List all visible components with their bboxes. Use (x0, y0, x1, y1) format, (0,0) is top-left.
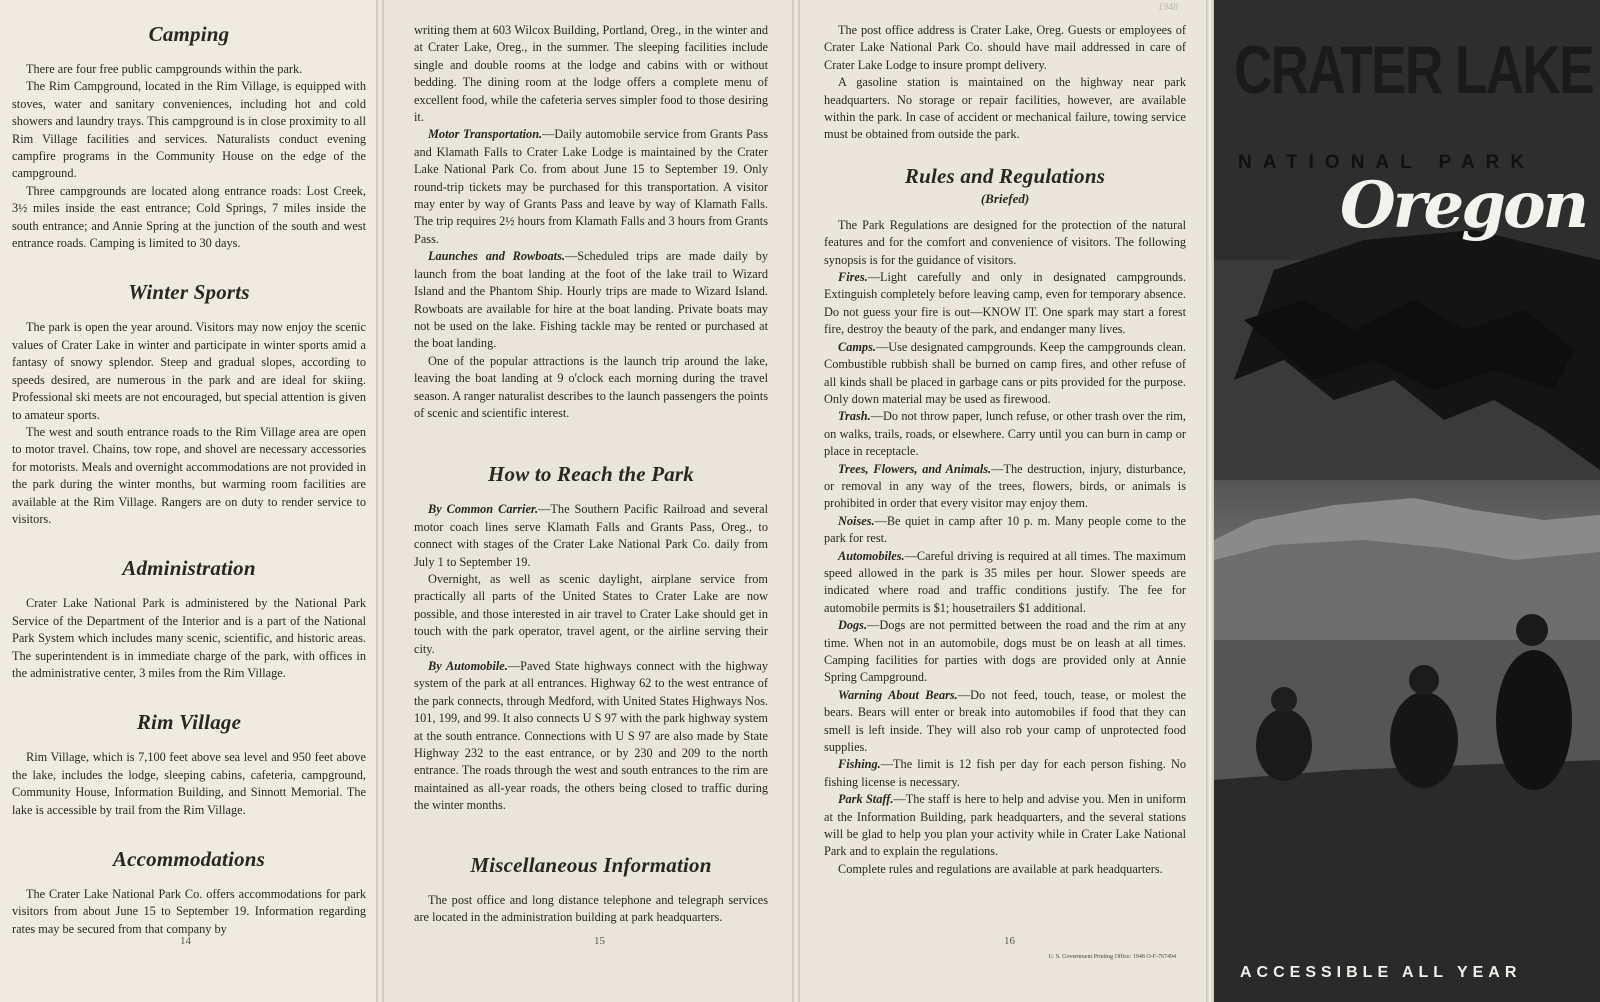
how-to-reach-heading: How to Reach the Park (487, 462, 695, 487)
camping-paragraph-3: Three campgrounds are located along entrance roads: Lost Creek, 3½ miles inside the east entrance; Cold Springs, 7 miles inside the south entrance; and Annie Spring at the junction of the south and west entrance roads. Camping is limited to 30 days. (12, 183, 366, 251)
accommodations-continued-paragraph: writing them at 603 Wilcox Building, Portland, Oreg., in the winter and at Crater Lake, Oreg., in the summer. The sleeping facilities include single and double rooms at the lodge and cabins with or without bedding. The dining room at the lodge offers a complete menu of excellent food, while the cafeteria serves simpler food to those desiring it. (414, 23, 768, 125)
trees-rule: Trees, Flowers, and Animals.—The destruction, injury, disturbance, or removal in any way of the trees, flowers, birds, or animals is prohibited in order that every visitor may enjoy them. (824, 461, 1186, 511)
camping-paragraph-2: The Rim Campground, located in the Rim Village, is equipped with stoves, water and sanitary conveniences, including hot and cold showers and laundry trays. This campground is in close proximity to all Rim Village facilities and services. Naturalists conduct evening campfire programs in the Community House on the edge of the campground. (12, 79, 366, 181)
winter-paragraph-1: The park is open the year around. Visitors may now enjoy the scenic values of Crater Lake in winter and participate in winter sports amid a fantasy of snowy splendor. Steep and gradual slopes, according to speeds desired, are numerous in the park and are ideal for skiing. Professional ski meets are not encouraged, but special attention is given to amateur sports. (12, 320, 366, 422)
cover-title: CRATER LAKE (1234, 32, 1594, 108)
camps-rule: Camps.—Use designated campgrounds. Keep the campgrounds clean. Combustible rubbish shall be burned on camp fires, and other refuse of all kinds shall be placed in garbage cans or pits provided for the purpose. Only down material may be used as firewood. (824, 339, 1186, 406)
camping-heading: Camping (148, 22, 230, 46)
cover-subtitle: NATIONAL PARK (1238, 152, 1536, 173)
cover-photograph (1214, 0, 1600, 1002)
accommodations-paragraph: The Crater Lake National Park Co. offers accommodations for park visitors from about June 15 to September 19. Information regarding rates may be secured from that company by (12, 887, 366, 936)
page-16 (800, 0, 1208, 1002)
fold-crease (376, 0, 384, 1002)
bears-rule: Warning About Bears.—Do not feed, touch, tease, or molest the bears. Bears will enter or break into automobiles if food that they can smell is left inside. They will also rob your camp of unprotected food supplies. (824, 687, 1186, 755)
launches-paragraph: Launches and Rowboats.—Scheduled trips are made daily by launch from the boat landing at the foot of the lake trail to Wizard Island and the Phantom Ship. Hourly trips are made to Wizard Island. Rowboats are available for hire at the boat landing. Private boats may not be used on the lake. Fishing tackle may be rented or purchased at the boat landing. (414, 249, 769, 351)
cover-panel (1214, 0, 1600, 1002)
rules-heading: Rules and Regulations (904, 163, 1106, 188)
air-service-paragraph: Overnight, as well as scenic daylight, airplane service from practically all parts of the United States to Crater Lake are now possible, and those interested in air travel to Crater Lake should get in touch with the park operator, travel agent, or the airline serving their city. (414, 571, 768, 656)
cover-footer: ACCESSIBLE ALL YEAR (1240, 964, 1522, 981)
cover-script-title: Oregon (1340, 168, 1587, 243)
rules-subheading: (Briefed) (980, 190, 1030, 206)
launch-trip-paragraph: One of the popular attractions is the launch trip around the lake, leaving the boat landing at 9 o'clock each morning during the travel season. A ranger naturalist describes to the launch passengers the points of scenic and scientific interest. (414, 353, 768, 420)
miscellaneous-paragraph: The post office and long distance telephone and telegraph services are located in the administration building at park headquarters. (414, 892, 768, 925)
administration-paragraph: Crater Lake National Park is administered by the National Park Service of the Department of the Interior and is a part of the National Park System which includes many scenic, scientific, and historic areas. The superintendent is in immediate charge of the park, with offices in the administrative center, 3 miles from the Rim Village. (12, 596, 366, 680)
page-number: 15 (594, 935, 605, 947)
automobiles-rule: Automobiles.—Careful driving is required at all times. The maximum speed allowed in the park is 35 miles per hour. Slower speeds are indicated where road and traffic conditions justify. The fee for automobile permits is $1; housetrailers $1 additional. (824, 548, 1186, 615)
page-14 (0, 0, 378, 1002)
winter-sports-heading: Winter Sports (128, 280, 250, 305)
automobile-paragraph: By Automobile.—Paved State highways connect with the highway system of the park at all entrances. Highway 62 to the west entrance of the park connects, through Medford, with United States Highways Nos. 101, 199, and 99. It also connects U S 97 with the park highway system at the south entrance. Connections with U S 97 are also made by State Highway 232 to the east entrance, or by 230 and 209 to the north entrance. The roads through the west and south entrances to the rim are maintained as all-year roads, the others being closed to traffic during the winter months. (414, 659, 768, 813)
fires-rule: Fires.—Light carefully and only in designated campgrounds. Extinguish completely before leaving camp, even for temporary absence. Do not guess your fire is out—KNOW IT. One spark may start a forest fire, destroy the beauty of the park, and endanger many lives. (824, 270, 1186, 337)
page-number: 16 (1004, 935, 1015, 947)
fold-crease (792, 0, 800, 1002)
noises-rule: Noises.—Be quiet in camp after 10 p. m. Many people come to the park for rest. (824, 513, 1186, 546)
accommodations-heading: Accommodations (112, 847, 266, 871)
common-carrier-paragraph: By Common Carrier.—The Southern Pacific Railroad and several motor coach lines serve Klamath Falls and Grants Pass, Oreg., to connect with stages of the Crater Lake National Park Co. daily from July 1 to September 19. (414, 502, 768, 569)
trash-rule: Trash.—Do not throw paper, lunch refuse, or other trash over the rim, on walks, trails, roads, or elsewhere. Carry until you can burn in camp or place in receptacle. (824, 409, 1186, 459)
dogs-rule: Dogs.—Dogs are not permitted between the road and the rim at any time. When not in an automobile, dogs must be on leash at all times. Camping facilities for parties with dogs are provided only at Annie Spring Campground. (824, 618, 1186, 685)
fold-crease (1206, 0, 1214, 1002)
handwritten-year: 1948 (1158, 2, 1178, 13)
rules-intro-paragraph: The Park Regulations are designed for the protection of the natural features and for the comfort and convenience of visitors. The following synopsis is for the guidance of visitors. (824, 217, 1186, 267)
miscellaneous-heading: Miscellaneous Information (470, 852, 712, 877)
rim-village-paragraph: Rim Village, which is 7,100 feet above sea level and 950 feet above the lake, includes the lodge, sleeping cabins, cafeteria, campground, Community House, Information Building, and Sinnott Memorial. The lake is accessible by trail from the Rim Village. (12, 750, 366, 817)
winter-paragraph-2: The west and south entrance roads to the Rim Village area are open to motor travel. Chains, tow rope, and shovel are necessary accessories for motorists. Meals and overnight accommodations are not provided in the park during the winter months, but warming room facilities are available at the Rim Village. Rangers are on duty to render service to visitors. (12, 424, 366, 526)
administration-heading: Administration (122, 556, 256, 581)
post-office-paragraph: The post office address is Crater Lake, Oreg. Guests or employees of Crater Lake National Park Co. should have mail addressed in care of Crater Lake Lodge to insure prompt delivery. (824, 23, 1186, 72)
camping-paragraph-1: There are four free public campgrounds within the park. (26, 62, 303, 76)
fishing-rule: Fishing.—The limit is 12 fish per day for each person fishing. No fishing license is necessary. (824, 757, 1186, 789)
page-number: 14 (180, 935, 191, 947)
printing-office-imprint: U. S. Government Printing Office: 1948 O-F-767494 (1048, 954, 1176, 960)
rim-village-heading: Rim Village (136, 710, 242, 735)
park-staff-rule: Park Staff.—The staff is here to help and advise you. Men in uniform at the Information Building, park headquarters, and the several stations will be glad to help you plan your activity while in Crater Lake National Park and to explain the regulations. (824, 792, 1186, 859)
page-15 (384, 0, 794, 1002)
gasoline-paragraph: A gasoline station is maintained on the highway near park headquarters. No storage or repair facilities, however, are available within the park. In case of accident or mechanical failure, towing service must be obtained from outside the park. (824, 75, 1186, 142)
motor-transportation-paragraph: Motor Transportation.—Daily automobile service from Grants Pass and Klamath Falls to Crater Lake Lodge is maintained by the Crater Lake National Park Co. from about June 15 to September 19. Only round-trip tickets may be purchased for this transportation. A visitor may enter by way of Grants Pass and leave by way of Klamath Falls. The trip requires 2½ hours from Klamath Falls and 3 hours from Grants Pass. (414, 127, 768, 246)
complete-rules-paragraph: Complete rules and regulations are available at park headquarters. (838, 861, 1163, 876)
